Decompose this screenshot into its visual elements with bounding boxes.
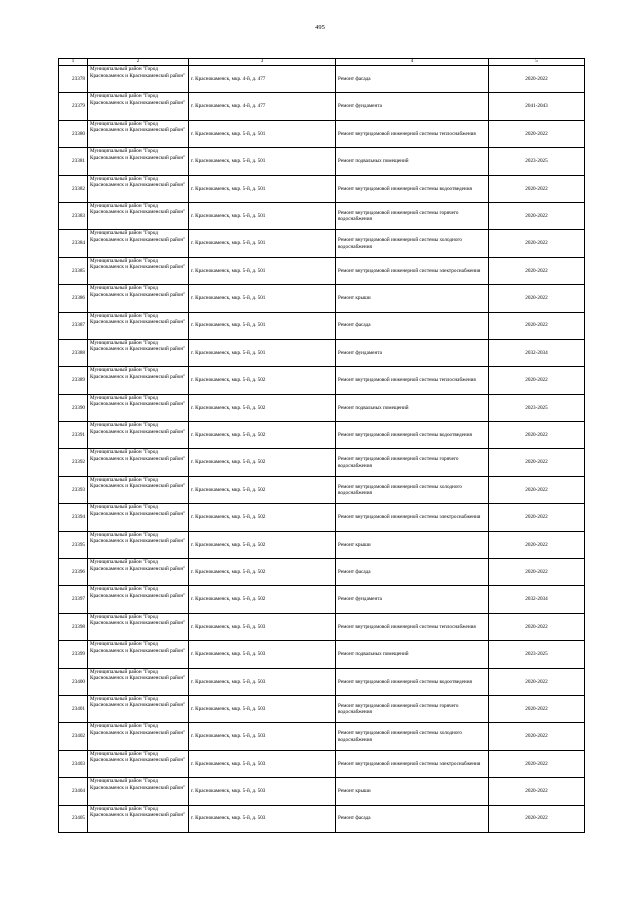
column-header-4: 4 (336, 59, 489, 66)
table-row (59, 230, 585, 257)
address-cell: г. Краснокаменск, мкр. 5-й, д. 501 (189, 202, 336, 229)
period-cell: 2020-2022 (489, 805, 585, 832)
municipality-cell: Муниципальный район "Город Краснокаменск и Краснокаменский район" (88, 695, 189, 722)
table-header-row (59, 59, 585, 66)
address-cell: г. Краснокаменск, мкр. 5-й, д. 502 (189, 559, 336, 586)
row-number-cell: 23387 (59, 312, 88, 339)
address-cell: г. Краснокаменск, мкр. 5-й, д. 502 (189, 367, 336, 394)
row-number-cell: 23386 (59, 285, 88, 312)
municipality-cell: Муниципальный район "Город Краснокаменск и Краснокаменский район" (88, 257, 189, 284)
row-number-cell: 23384 (59, 230, 88, 257)
municipality-cell: Муниципальный район "Город Краснокаменск и Краснокаменский район" (88, 285, 189, 312)
address-cell: г. Краснокаменск, мкр. 5-й, д. 502 (189, 449, 336, 476)
work-type-cell: Ремонт фундамента (336, 93, 489, 120)
table-row (59, 93, 585, 120)
address-cell: г. Краснокаменск, мкр. 5-й, д. 503 (189, 723, 336, 750)
address-cell: г. Краснокаменск, мкр. 5-й, д. 501 (189, 120, 336, 147)
table-row (59, 504, 585, 531)
municipality-cell: Муниципальный район "Город Краснокаменск и Краснокаменский район" (88, 312, 189, 339)
period-cell: 2032-2034 (489, 339, 585, 366)
period-cell: 2020-2022 (489, 613, 585, 640)
address-cell: г. Краснокаменск, мкр. 5-й, д. 501 (189, 257, 336, 284)
row-number-cell: 23403 (59, 750, 88, 777)
table-row (59, 531, 585, 558)
table-row (59, 285, 585, 312)
work-type-cell: Ремонт внутридомовой инженерной системы водоотведения (336, 175, 489, 202)
municipality-cell: Муниципальный район "Город Краснокаменск и Краснокаменский район" (88, 805, 189, 832)
municipality-cell: Муниципальный район "Город Краснокаменск и Краснокаменский район" (88, 504, 189, 531)
period-cell: 2020-2022 (489, 695, 585, 722)
table-row (59, 668, 585, 695)
table-row (59, 449, 585, 476)
address-cell: г. Краснокаменск, мкр. 4-й, д. 477 (189, 93, 336, 120)
address-cell: г. Краснокаменск, мкр. 5-й, д. 503 (189, 613, 336, 640)
row-number-cell: 23395 (59, 531, 88, 558)
work-type-cell: Ремонт внутридомовой инженерной системы теплоснабжения (336, 120, 489, 147)
municipality-cell: Муниципальный район "Город Краснокаменск и Краснокаменский район" (88, 422, 189, 449)
address-cell: г. Краснокаменск, мкр. 5-й, д. 501 (189, 175, 336, 202)
municipality-cell: Муниципальный район "Город Краснокаменск и Краснокаменский район" (88, 367, 189, 394)
row-number-cell: 23397 (59, 586, 88, 613)
period-cell: 2020-2022 (489, 449, 585, 476)
table-row (59, 312, 585, 339)
row-number-cell: 23391 (59, 422, 88, 449)
column-header-1: 1 (59, 59, 88, 66)
table-row (59, 367, 585, 394)
period-cell: 2020-2022 (489, 66, 585, 93)
column-header-3: 3 (189, 59, 336, 66)
work-type-cell: Ремонт внутридомовой инженерной системы горячего водоснабжения (336, 202, 489, 229)
work-type-cell: Ремонт внутридомовой инженерной системы холодного водоснабжения (336, 230, 489, 257)
municipality-cell: Муниципальный район "Город Краснокаменск и Краснокаменский район" (88, 148, 189, 175)
address-cell: г. Краснокаменск, мкр. 5-й, д. 502 (189, 394, 336, 421)
row-number-cell: 23396 (59, 559, 88, 586)
table-row (59, 422, 585, 449)
municipality-cell: Муниципальный район "Город Краснокаменск и Краснокаменский район" (88, 476, 189, 503)
address-cell: г. Краснокаменск, мкр. 5-й, д. 503 (189, 750, 336, 777)
period-cell: 2020-2022 (489, 202, 585, 229)
work-type-cell: Ремонт внутридомовой инженерной системы теплоснабжения (336, 613, 489, 640)
row-number-cell: 23398 (59, 613, 88, 640)
row-number-cell: 23392 (59, 449, 88, 476)
address-cell: г. Краснокаменск, мкр. 5-й, д. 501 (189, 230, 336, 257)
period-cell: 2041-2043 (489, 93, 585, 120)
municipality-cell: Муниципальный район "Город Краснокаменск и Краснокаменский район" (88, 394, 189, 421)
address-cell: г. Краснокаменск, мкр. 5-й, д. 502 (189, 531, 336, 558)
period-cell: 2023-2025 (489, 641, 585, 668)
address-cell: г. Краснокаменск, мкр. 5-й, д. 503 (189, 778, 336, 805)
row-number-cell: 23379 (59, 93, 88, 120)
table-row (59, 175, 585, 202)
municipality-cell: Муниципальный район "Город Краснокаменск и Краснокаменский район" (88, 230, 189, 257)
period-cell: 2020-2022 (489, 312, 585, 339)
work-type-cell: Ремонт крыши (336, 778, 489, 805)
work-type-cell: Ремонт внутридомовой инженерной системы теплоснабжения (336, 367, 489, 394)
work-type-cell: Ремонт фасада (336, 66, 489, 93)
work-type-cell: Ремонт внутридомовой инженерной системы электроснабжения (336, 257, 489, 284)
work-type-cell: Ремонт внутридомовой инженерной системы горячего водоснабжения (336, 449, 489, 476)
period-cell: 2020-2022 (489, 120, 585, 147)
row-number-cell: 23389 (59, 367, 88, 394)
table-row (59, 750, 585, 777)
municipality-cell: Муниципальный район "Город Краснокаменск и Краснокаменский район" (88, 559, 189, 586)
work-type-cell: Ремонт фундамента (336, 339, 489, 366)
table-row (59, 66, 585, 93)
municipality-cell: Муниципальный район "Город Краснокаменск и Краснокаменский район" (88, 778, 189, 805)
work-type-cell: Ремонт внутридомовой инженерной системы электроснабжения (336, 750, 489, 777)
work-type-cell: Ремонт внутридомовой инженерной системы водоотведения (336, 668, 489, 695)
period-cell: 2020-2022 (489, 504, 585, 531)
period-cell: 2020-2022 (489, 668, 585, 695)
table-row (59, 339, 585, 366)
work-type-cell: Ремонт фасада (336, 805, 489, 832)
row-number-cell: 23404 (59, 778, 88, 805)
address-cell: г. Краснокаменск, мкр. 5-й, д. 502 (189, 422, 336, 449)
municipality-cell: Муниципальный район "Город Краснокаменск и Краснокаменский район" (88, 586, 189, 613)
table-row (59, 641, 585, 668)
repair-schedule-table (58, 58, 585, 833)
row-number-cell: 23382 (59, 175, 88, 202)
row-number-cell: 23393 (59, 476, 88, 503)
row-number-cell: 23405 (59, 805, 88, 832)
address-cell: г. Краснокаменск, мкр. 5-й, д. 501 (189, 148, 336, 175)
table-body (59, 66, 585, 833)
address-cell: г. Краснокаменск, мкр. 5-й, д. 502 (189, 586, 336, 613)
period-cell: 2020-2022 (489, 723, 585, 750)
address-cell: г. Краснокаменск, мкр. 4-й, д. 477 (189, 66, 336, 93)
work-type-cell: Ремонт внутридомовой инженерной системы холодного водоснабжения (336, 723, 489, 750)
row-number-cell: 23394 (59, 504, 88, 531)
municipality-cell: Муниципальный район "Город Краснокаменск и Краснокаменский район" (88, 668, 189, 695)
work-type-cell: Ремонт фундамента (336, 586, 489, 613)
work-type-cell: Ремонт внутридомовой инженерной системы водоотведения (336, 422, 489, 449)
work-type-cell: Ремонт крыши (336, 531, 489, 558)
address-cell: г. Краснокаменск, мкр. 5-й, д. 503 (189, 805, 336, 832)
address-cell: г. Краснокаменск, мкр. 5-й, д. 501 (189, 339, 336, 366)
row-number-cell: 23378 (59, 66, 88, 93)
row-number-cell: 23388 (59, 339, 88, 366)
municipality-cell: Муниципальный район "Город Краснокаменск и Краснокаменский район" (88, 175, 189, 202)
municipality-cell: Муниципальный район "Город Краснокаменск и Краснокаменский район" (88, 531, 189, 558)
municipality-cell: Муниципальный район "Город Краснокаменск и Краснокаменский район" (88, 613, 189, 640)
work-type-cell: Ремонт крыши (336, 285, 489, 312)
table-row (59, 202, 585, 229)
work-type-cell: Ремонт внутридомовой инженерной системы холодного водоснабжения (336, 476, 489, 503)
table-row (59, 778, 585, 805)
period-cell: 2020-2022 (489, 476, 585, 503)
table-row (59, 394, 585, 421)
address-cell: г. Краснокаменск, мкр. 5-й, д. 503 (189, 641, 336, 668)
table-row (59, 120, 585, 147)
column-header-2: 2 (88, 59, 189, 66)
period-cell: 2020-2022 (489, 175, 585, 202)
row-number-cell: 23402 (59, 723, 88, 750)
row-number-cell: 23385 (59, 257, 88, 284)
period-cell: 2020-2022 (489, 230, 585, 257)
period-cell: 2020-2022 (489, 422, 585, 449)
page-number: 495 (315, 24, 325, 31)
row-number-cell: 23400 (59, 668, 88, 695)
work-type-cell: Ремонт внутридомовой инженерной системы горячего водоснабжения (336, 695, 489, 722)
row-number-cell: 23399 (59, 641, 88, 668)
municipality-cell: Муниципальный район "Город Краснокаменск и Краснокаменский район" (88, 202, 189, 229)
period-cell: 2020-2022 (489, 367, 585, 394)
table-row (59, 613, 585, 640)
row-number-cell: 23381 (59, 148, 88, 175)
table-row (59, 559, 585, 586)
row-number-cell: 23401 (59, 695, 88, 722)
address-cell: г. Краснокаменск, мкр. 5-й, д. 503 (189, 668, 336, 695)
work-type-cell: Ремонт подвальных помещений (336, 148, 489, 175)
period-cell: 2020-2022 (489, 285, 585, 312)
table-row (59, 805, 585, 832)
address-cell: г. Краснокаменск, мкр. 5-й, д. 503 (189, 695, 336, 722)
period-cell: 2020-2022 (489, 778, 585, 805)
municipality-cell: Муниципальный район "Город Краснокаменск и Краснокаменский район" (88, 449, 189, 476)
row-number-cell: 23383 (59, 202, 88, 229)
municipality-cell: Муниципальный район "Город Краснокаменск и Краснокаменский район" (88, 93, 189, 120)
work-type-cell: Ремонт подвальных помещений (336, 641, 489, 668)
period-cell: 2032-2034 (489, 586, 585, 613)
municipality-cell: Муниципальный район "Город Краснокаменск и Краснокаменский район" (88, 120, 189, 147)
municipality-cell: Муниципальный район "Город Краснокаменск и Краснокаменский район" (88, 339, 189, 366)
address-cell: г. Краснокаменск, мкр. 5-й, д. 502 (189, 504, 336, 531)
period-cell: 2020-2022 (489, 531, 585, 558)
row-number-cell: 23390 (59, 394, 88, 421)
work-type-cell: Ремонт фасада (336, 312, 489, 339)
municipality-cell: Муниципальный район "Город Краснокаменск и Краснокаменский район" (88, 750, 189, 777)
period-cell: 2020-2022 (489, 257, 585, 284)
municipality-cell: Муниципальный район "Город Краснокаменск и Краснокаменский район" (88, 66, 189, 93)
table-row (59, 723, 585, 750)
address-cell: г. Краснокаменск, мкр. 5-й, д. 501 (189, 312, 336, 339)
table-row (59, 476, 585, 503)
column-header-5: 5 (489, 59, 585, 66)
work-type-cell: Ремонт внутридомовой инженерной системы электроснабжения (336, 504, 489, 531)
municipality-cell: Муниципальный район "Город Краснокаменск и Краснокаменский район" (88, 723, 189, 750)
work-type-cell: Ремонт подвальных помещений (336, 394, 489, 421)
table-row (59, 586, 585, 613)
address-cell: г. Краснокаменск, мкр. 5-й, д. 501 (189, 285, 336, 312)
work-type-cell: Ремонт фасада (336, 559, 489, 586)
table-row (59, 148, 585, 175)
period-cell: 2023-2025 (489, 148, 585, 175)
address-cell: г. Краснокаменск, мкр. 5-й, д. 502 (189, 476, 336, 503)
period-cell: 2020-2022 (489, 750, 585, 777)
table-row (59, 695, 585, 722)
row-number-cell: 23380 (59, 120, 88, 147)
municipality-cell: Муниципальный район "Город Краснокаменск и Краснокаменский район" (88, 641, 189, 668)
period-cell: 2023-2025 (489, 394, 585, 421)
table-row (59, 257, 585, 284)
period-cell: 2020-2022 (489, 559, 585, 586)
